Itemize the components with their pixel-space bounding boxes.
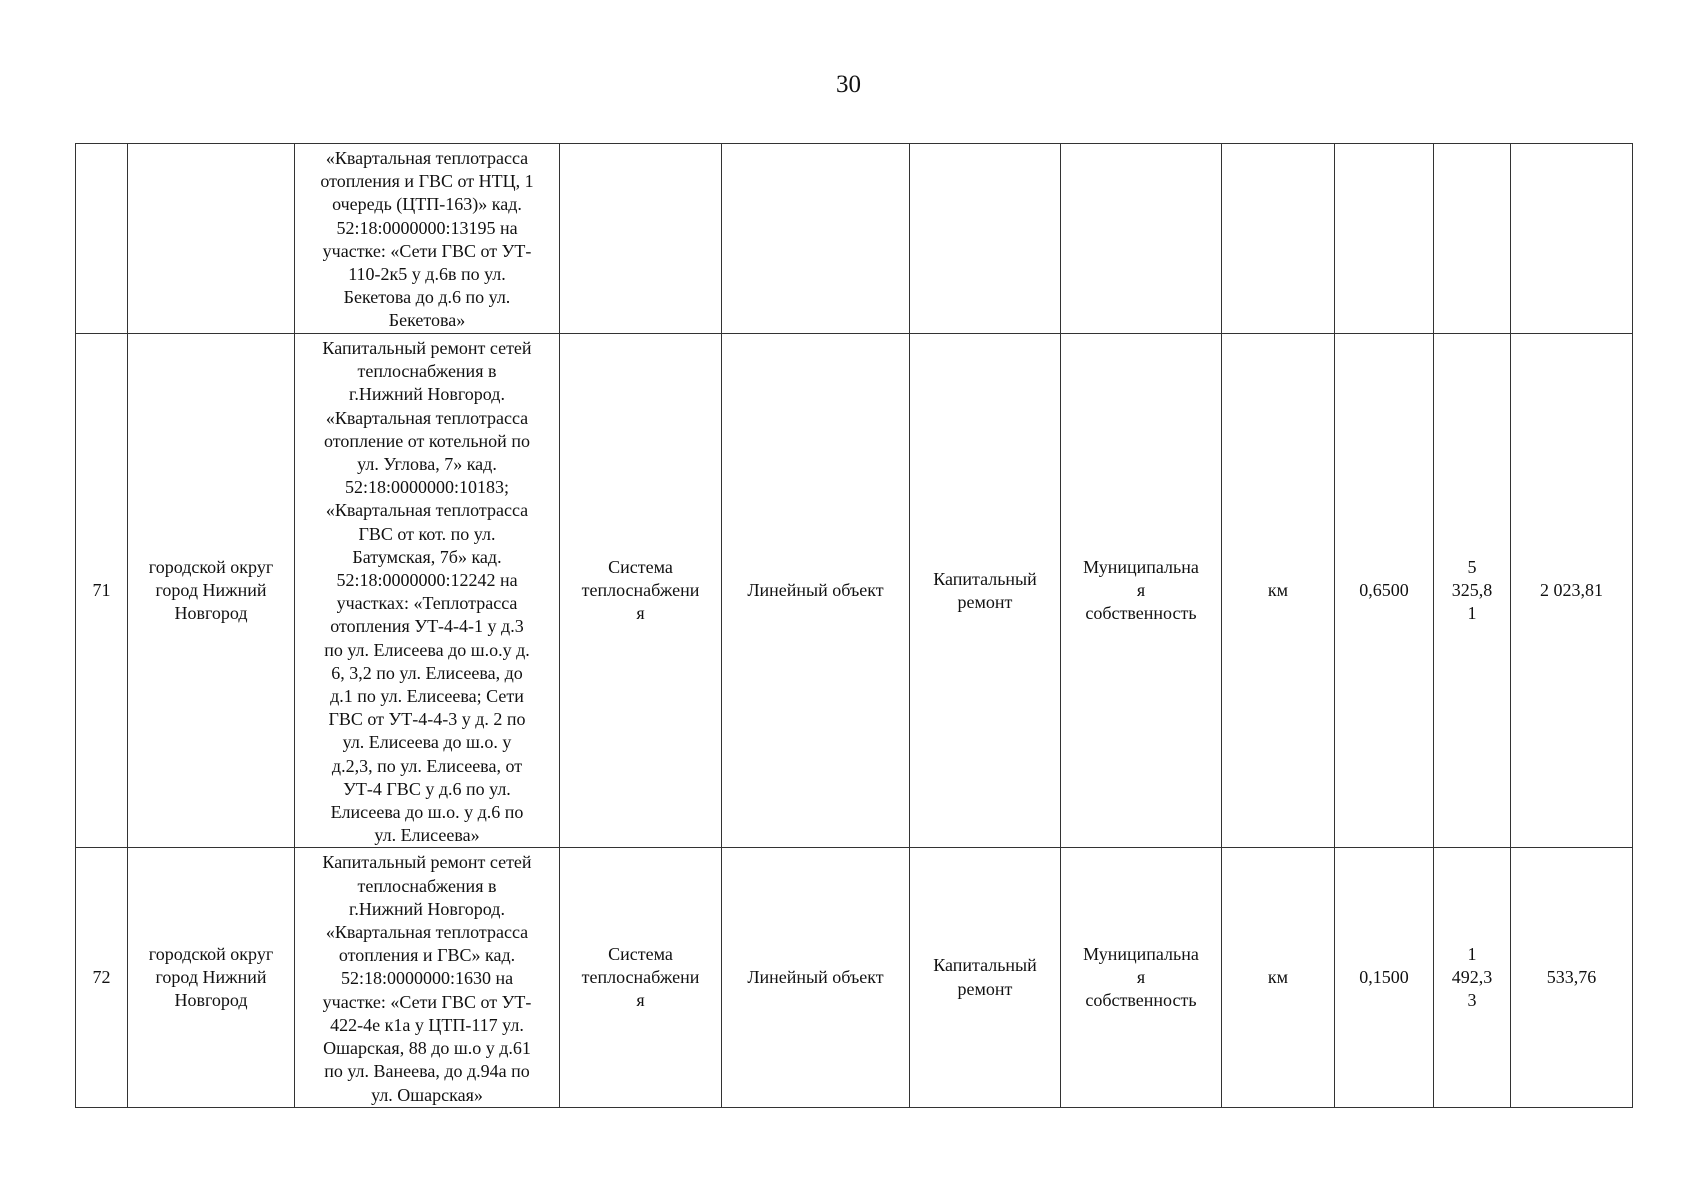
registry-table (75, 143, 1633, 1108)
cell-value-b: 2 023,81 (1511, 334, 1633, 848)
cell-work-type: Капитальный ремонт (910, 334, 1061, 848)
cell-quantity: 0,6500 (1335, 334, 1434, 848)
cell-work-type (910, 144, 1061, 334)
cell-unit: км (1222, 334, 1335, 848)
cell-quantity: 0,1500 (1335, 848, 1434, 1107)
cell-quantity (1335, 144, 1434, 334)
cell-municipality: городской округ город Нижний Новгород (128, 848, 295, 1107)
cell-number (76, 144, 128, 334)
cell-system: Система теплоснабжени я (560, 848, 722, 1107)
cell-object-description: Капитальный ремонт сетей теплоснабжения в г.Нижний Новгород. «Квартальная теплотрасса отопления и ГВС» кад. 52:18:0000000:1630 на участке: «Сети ГВС от УТ- 422-4е к1а у ЦТП-117 ул. Ошарская, 88 до ш.о у д.61 по ул. Ванеева, до д.94а по ул. Ошарская» (295, 848, 560, 1107)
cell-unit: км (1222, 848, 1335, 1107)
table-row (76, 144, 1633, 334)
cell-object-description: «Квартальная теплотрасса отопления и ГВС от НТЦ, 1 очередь (ЦТП-163)» кад. 52:18:0000000:13195 на участке: «Сети ГВС от УТ- 110-2к5 у д.6в по ул. Бекетова до д.6 по ул. Бекетова» (295, 144, 560, 334)
cell-ownership: Муниципальна я собственность (1061, 334, 1222, 848)
cell-number: 71 (76, 334, 128, 848)
cell-unit (1222, 144, 1335, 334)
cell-value-b: 533,76 (1511, 848, 1633, 1107)
cell-municipality: городской округ город Нижний Новгород (128, 334, 295, 848)
cell-value-a: 5 325,8 1 (1434, 334, 1511, 848)
cell-number: 72 (76, 848, 128, 1107)
cell-municipality (128, 144, 295, 334)
cell-system (560, 144, 722, 334)
cell-value-a (1434, 144, 1511, 334)
cell-ownership (1061, 144, 1222, 334)
cell-value-a: 1 492,3 3 (1434, 848, 1511, 1107)
cell-object-type (722, 144, 910, 334)
cell-work-type: Капитальный ремонт (910, 848, 1061, 1107)
table-row (76, 334, 1633, 848)
page-number: 30 (836, 71, 861, 98)
cell-value-b (1511, 144, 1633, 334)
cell-object-description: Капитальный ремонт сетей теплоснабжения в г.Нижний Новгород. «Квартальная теплотрасса отопление от котельной по ул. Углова, 7» кад. 52:18:0000000:10183; «Квартальная теплотрасса ГВС от кот. по ул. Батумская, 7б» кад. 52:18:0000000:12242 на участках: «Теплотрасса отопления УТ-4-4-1 у д.3 по ул. Елисеева до ш.о.у д. 6, 3,2 по ул. Елисеева, до д.1 по ул. Елисеева; Сети ГВС от УТ-4-4-3 у д. 2 по ул. Елисеева до ш.о. у д.2,3, по ул. Елисеева, от УТ-4 ГВС у д.6 по ул. Елисеева до ш.о. у д.6 по ул. Елисеева» (295, 334, 560, 848)
cell-object-type: Линейный объект (722, 848, 910, 1107)
cell-system: Система теплоснабжени я (560, 334, 722, 848)
cell-object-type: Линейный объект (722, 334, 910, 848)
cell-ownership: Муниципальна я собственность (1061, 848, 1222, 1107)
table-row (76, 848, 1633, 1107)
